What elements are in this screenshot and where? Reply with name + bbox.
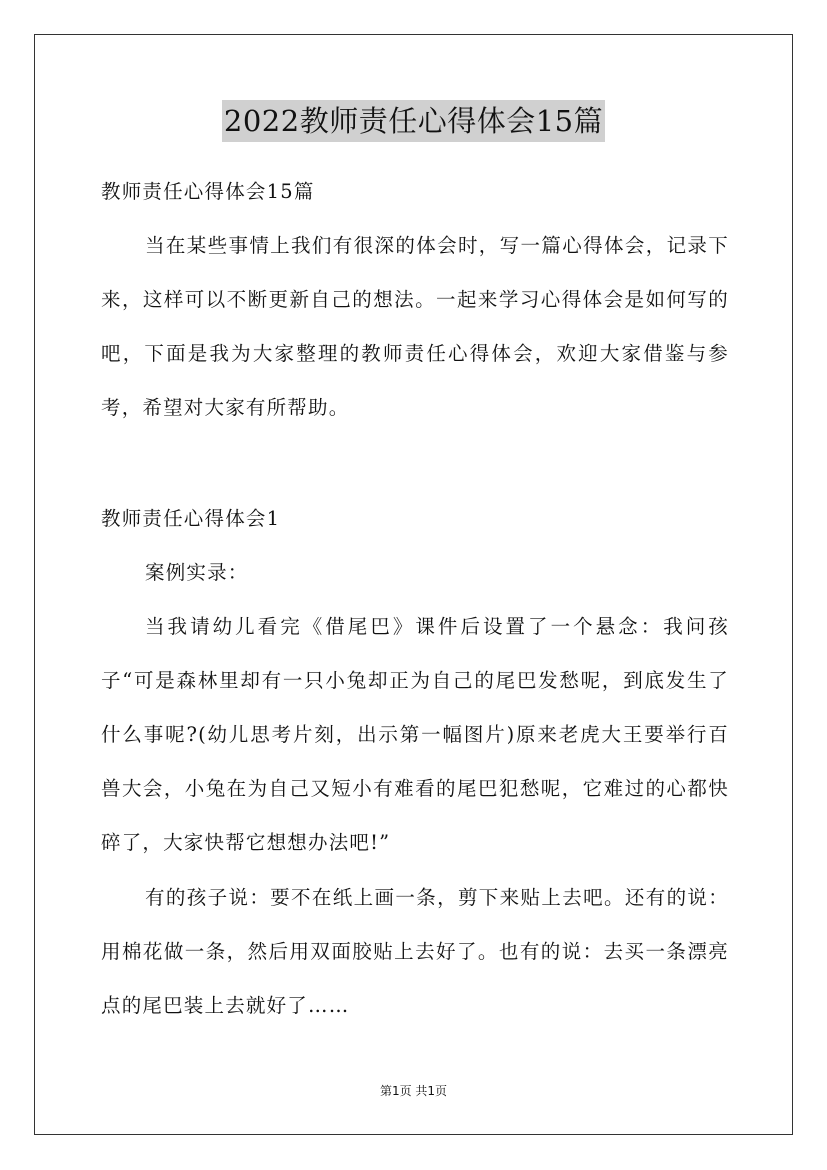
case-paragraph-2: 有的孩子说：要不在纸上画一条，剪下来贴上去吧。还有的说：用棉花做一条，然后用双面胶贴上去好了。也有的说：去买一条漂亮点的尾巴装上去就好了…… — [101, 886, 729, 1017]
document-title: 2022教师责任心得体会15篇 — [222, 100, 605, 142]
title-container — [0, 100, 827, 142]
case-label: 案例实录： — [145, 561, 249, 584]
intro-paragraph: 当在某些事情上我们有很深的体会时，写一篇心得体会，记录下来，这样可以不断更新自己的想法。一起来学习心得体会是如何写的吧，下面是我为大家整理的教师责任心得体会，欢迎大家借鉴与参考，希望对大家有所帮助。 — [101, 234, 729, 419]
page-footer: 第1页 共1页 — [379, 1084, 448, 1098]
section-heading: 教师责任心得体会1 — [101, 507, 281, 530]
subtitle: 教师责任心得体会15篇 — [101, 180, 315, 203]
case-paragraph-1: 当我请幼儿看完《借尾巴》课件后设置了一个悬念：我问孩子“可是森林里却有一只小兔却正为自己的尾巴发愁呢，到底发生了什么事呢?(幼儿思考片刻，出示第一幅图片)原来老虎大王要举行百兽大会，小兔在为自己又短小有难看的尾巴犯愁呢，它难过的心都快碎了，大家快帮它想想办法吧!” — [101, 615, 729, 854]
